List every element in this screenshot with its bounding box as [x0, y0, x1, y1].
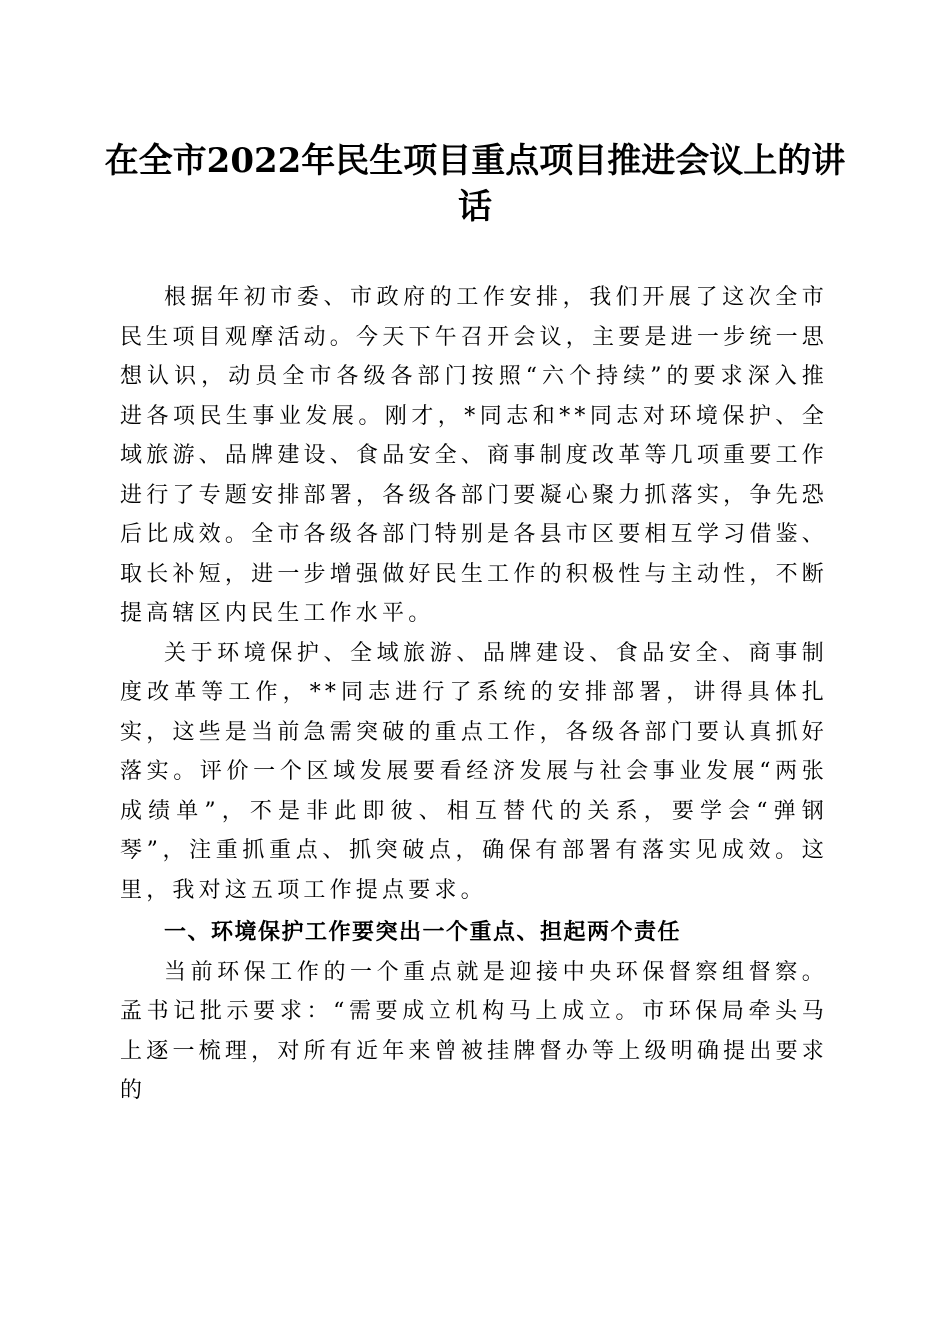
document-title: 在全市2022年民生项目重点项目推进会议上的讲话 — [104, 141, 846, 227]
paragraph-requirements: 关于环境保护、全域旅游、品牌建设、食品安全、商事制度改革等工作，**同志进行了系统的安排部署，讲得具体扎实，这些是当前急需突破的重点工作，各级各部门要认真抓好落实。评价一个区域发展要看经济发展与社会事业发展“两张成绩单”，不是非此即彼、相互替代的关系，要学会“弹钢琴”，注重抓重点、抓突破点，确保有部署有落实见成效。这里，我对这五项工作提点要求。 — [120, 640, 828, 903]
section-heading: 一、环境保护工作要突出一个重点、担起两个责任 — [164, 920, 682, 945]
document-body — [120, 278, 828, 1111]
paragraph-section-body: 当前环保工作的一个重点就是迎接中央环保督察组督察。孟书记批示要求：“需要成立机构马上成立。市环保局牵头马上逐一梳理，对所有近年来曾被挂牌督办等上级明确提出要求的 — [120, 959, 828, 1103]
paragraph-intro: 根据年初市委、市政府的工作安排，我们开展了这次全市民生项目观摩活动。今天下午召开会议，主要是进一步统一思想认识，动员全市各级各部门按照“六个持续”的要求深入推进各项民生事业发展。刚才，*同志和**同志对环境保护、全域旅游、品牌建设、食品安全、商事制度改革等几项重要工作进行了专题安排部署，各级各部门要凝心聚力抓落实，争先恐后比成效。全市各级各部门特别是各县市区要相互学习借鉴、取长补短，进一步增强做好民生工作的积极性与主动性，不断提高辖区内民生工作水平。 — [120, 285, 828, 626]
